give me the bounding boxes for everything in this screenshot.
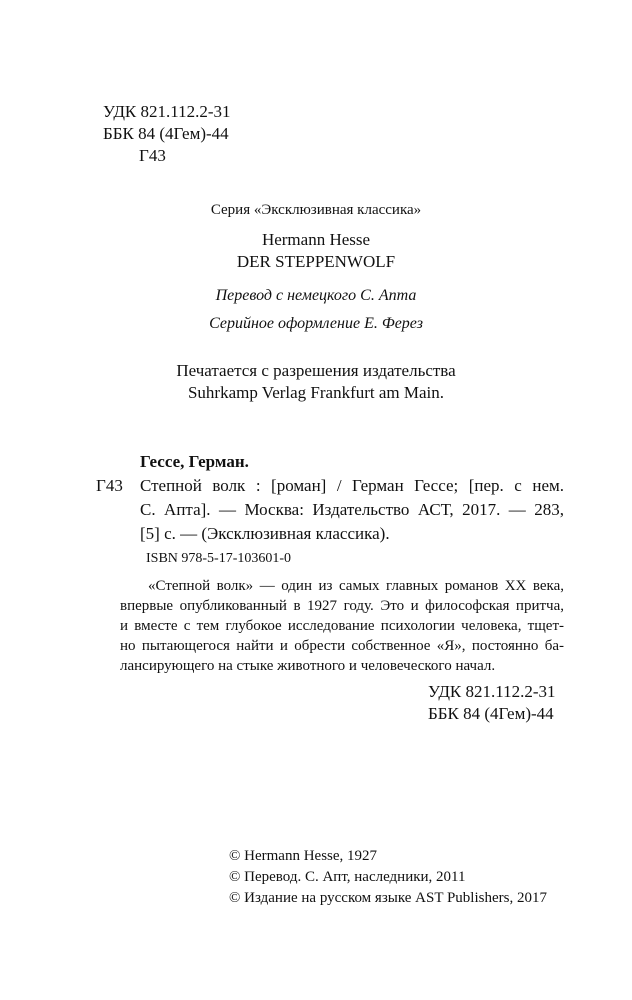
- annotation-line: лансирующего на стыке животного и человеческого начал.: [120, 658, 496, 674]
- catalog-udk-code: УДК 821.112.2-31: [428, 682, 556, 701]
- series-line: Серия «Эксклюзивная классика»: [210, 202, 422, 218]
- author-mark: Г43: [139, 146, 166, 165]
- isbn: ISBN 978-5-17-103601-0: [146, 551, 292, 566]
- annotation-line: но пытающегося найти и обрести собственное «Я», постоянно ба-: [120, 638, 564, 654]
- design-credit: Серийное оформление Е. Ферез: [209, 315, 423, 332]
- catalog-mark: Г43: [96, 476, 123, 495]
- copyright-line: © Издание на русском языке AST Publishers, 2017: [229, 890, 547, 906]
- annotation-line: и вместе с тем глубокое исследование психологии человека, тщет-: [120, 618, 564, 634]
- catalog-line-1: Степной волк : [роман] / Герман Гессе; [пер. с нем.: [140, 476, 564, 495]
- catalog-line-3: [5] с. — (Эксклюзивная классика).: [140, 524, 390, 543]
- annotation-line: «Степной волк» — один из самых главных романов XX века,: [148, 578, 564, 594]
- translation-credit: Перевод с немецкого С. Апта: [215, 287, 417, 304]
- permission-line-1: Печатается с разрешения издательства: [176, 361, 456, 380]
- bbk-code: ББК 84 (4Гем)-44: [103, 124, 229, 143]
- catalog-bbk-code: ББК 84 (4Гем)-44: [428, 704, 554, 723]
- author-original: Hermann Hesse: [261, 230, 371, 249]
- udk-code: УДК 821.112.2-31: [103, 102, 231, 121]
- catalog-line-2: С. Апта]. — Москва: Издательство АСТ, 2017. — 283,: [140, 500, 564, 519]
- copyright-line: © Hermann Hesse, 1927: [229, 848, 378, 864]
- annotation-line: впервые опубликованный в 1927 году. Это и философская притча,: [120, 598, 564, 614]
- copyright-line: © Перевод. С. Апт, наследники, 2011: [229, 869, 466, 885]
- permission-line-2: Suhrkamp Verlag Frankfurt am Main.: [187, 383, 445, 402]
- title-original: DER STEPPENWOLF: [236, 252, 396, 271]
- catalog-author-heading: Гессе, Герман.: [140, 452, 249, 471]
